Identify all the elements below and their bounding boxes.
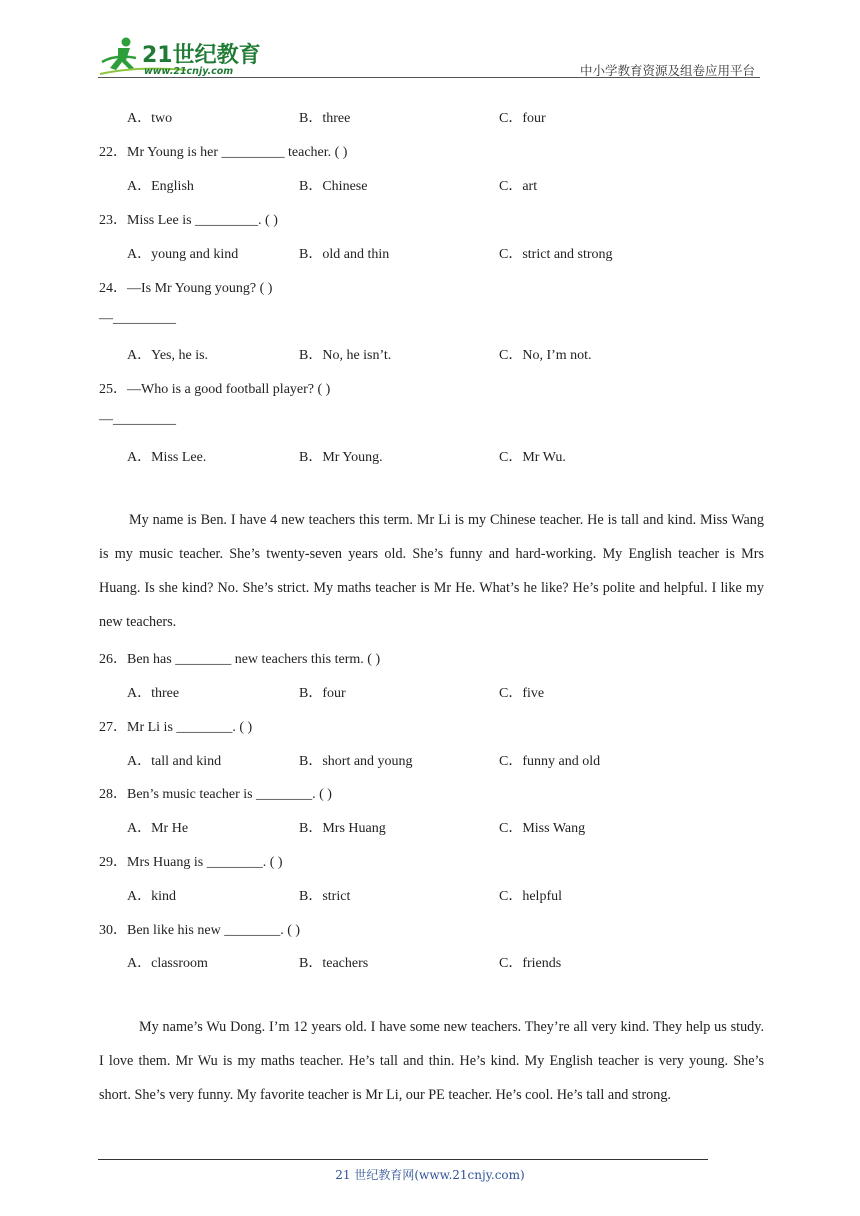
option-c[interactable]: C．Mr Wu. bbox=[499, 450, 566, 465]
option-b[interactable]: B．Mrs Huang bbox=[299, 821, 386, 836]
option-a[interactable]: A．tall and kind bbox=[127, 754, 222, 769]
option-c[interactable]: C．funny and old bbox=[499, 754, 601, 769]
option-b[interactable]: B．teachers bbox=[299, 956, 369, 971]
option-b[interactable]: B．short and young bbox=[299, 754, 413, 769]
option-b[interactable]: B．strict bbox=[299, 889, 351, 904]
option-a[interactable]: A．two bbox=[127, 111, 173, 126]
option-a[interactable]: A．Miss Lee. bbox=[127, 450, 207, 465]
question-30: 30．Ben like his new ________. ( ) bbox=[99, 923, 301, 938]
platform-name: 中小学教育资源及组卷应用平台 bbox=[579, 63, 755, 78]
answer-blank[interactable]: —_________ bbox=[99, 412, 176, 427]
footer-text: 21 世纪教育网(www.21cnjy.com) bbox=[335, 1168, 525, 1182]
option-a[interactable]: A．classroom bbox=[127, 956, 208, 971]
header-divider bbox=[98, 77, 760, 78]
option-c[interactable]: C．Miss Wang bbox=[499, 821, 586, 836]
passage-text: My name is Ben. I have 4 new teachers this term. Mr Li is my Chinese teacher. He is tall and kind. Miss Wang is my music teacher. She’s twenty-seven years old. She’s funny and hard-working. My English teacher is Mrs Huang. Is she kind? No. She’s strict. My maths teacher is Mr He. What’s he like? He’s polite and helpful. I like my new teachers. bbox=[99, 512, 764, 630]
site-logo bbox=[96, 34, 261, 82]
option-a[interactable]: A．English bbox=[127, 179, 194, 194]
option-c[interactable]: C．No, I’m not. bbox=[499, 348, 592, 363]
option-c[interactable]: C．five bbox=[499, 686, 545, 701]
footer-divider bbox=[98, 1159, 708, 1160]
option-c[interactable]: C．four bbox=[499, 111, 546, 126]
option-b[interactable]: B．three bbox=[299, 111, 351, 126]
reading-passage-1 bbox=[99, 504, 764, 640]
option-a[interactable]: A．young and kind bbox=[127, 247, 239, 262]
option-c[interactable]: C．strict and strong bbox=[499, 247, 613, 262]
question-27: 27．Mr Li is ________. ( ) bbox=[99, 720, 253, 735]
option-b[interactable]: B．Chinese bbox=[299, 179, 368, 194]
option-a[interactable]: A．kind bbox=[127, 889, 176, 904]
option-b[interactable]: B．No, he isn’t. bbox=[299, 348, 392, 363]
question-25: 25．—Who is a good football player? ( ) bbox=[99, 382, 331, 397]
question-23: 23．Miss Lee is _________. ( ) bbox=[99, 213, 278, 228]
question-28: 28．Ben’s music teacher is ________. ( ) bbox=[99, 787, 332, 802]
option-c[interactable]: C．friends bbox=[499, 956, 562, 971]
answer-blank[interactable]: —_________ bbox=[99, 311, 176, 326]
reading-passage-2 bbox=[99, 1011, 764, 1113]
logo-url: www.21cnjy.com bbox=[144, 66, 234, 77]
passage-text: My name’s Wu Dong. I’m 12 years old. I have some new teachers. They’re all very kind. They help us study. I love them. Mr Wu is my maths teacher. He’s tall and thin. He’s kind. My English teacher is very young. She’s short. She’s very funny. My favorite teacher is Mr Li, our PE teacher. He’s cool. He’s tall and strong. bbox=[99, 1019, 764, 1103]
question-22: 22．Mr Young is her _________ teacher. ( ) bbox=[99, 145, 348, 160]
option-b[interactable]: B．Mr Young. bbox=[299, 450, 383, 465]
option-b[interactable]: B．old and thin bbox=[299, 247, 390, 262]
option-a[interactable]: A．Mr He bbox=[127, 821, 189, 836]
question-26: 26．Ben has ________ new teachers this term. ( ) bbox=[99, 652, 381, 667]
logo-text: 21世纪教育 bbox=[142, 43, 261, 68]
option-c[interactable]: C．art bbox=[499, 179, 538, 194]
option-b[interactable]: B．four bbox=[299, 686, 346, 701]
question-29: 29．Mrs Huang is ________. ( ) bbox=[99, 855, 283, 870]
option-a[interactable]: A．three bbox=[127, 686, 180, 701]
question-24: 24．—Is Mr Young young? ( ) bbox=[99, 281, 273, 296]
option-a[interactable]: A．Yes, he is. bbox=[127, 348, 209, 363]
option-c[interactable]: C．helpful bbox=[499, 889, 562, 904]
